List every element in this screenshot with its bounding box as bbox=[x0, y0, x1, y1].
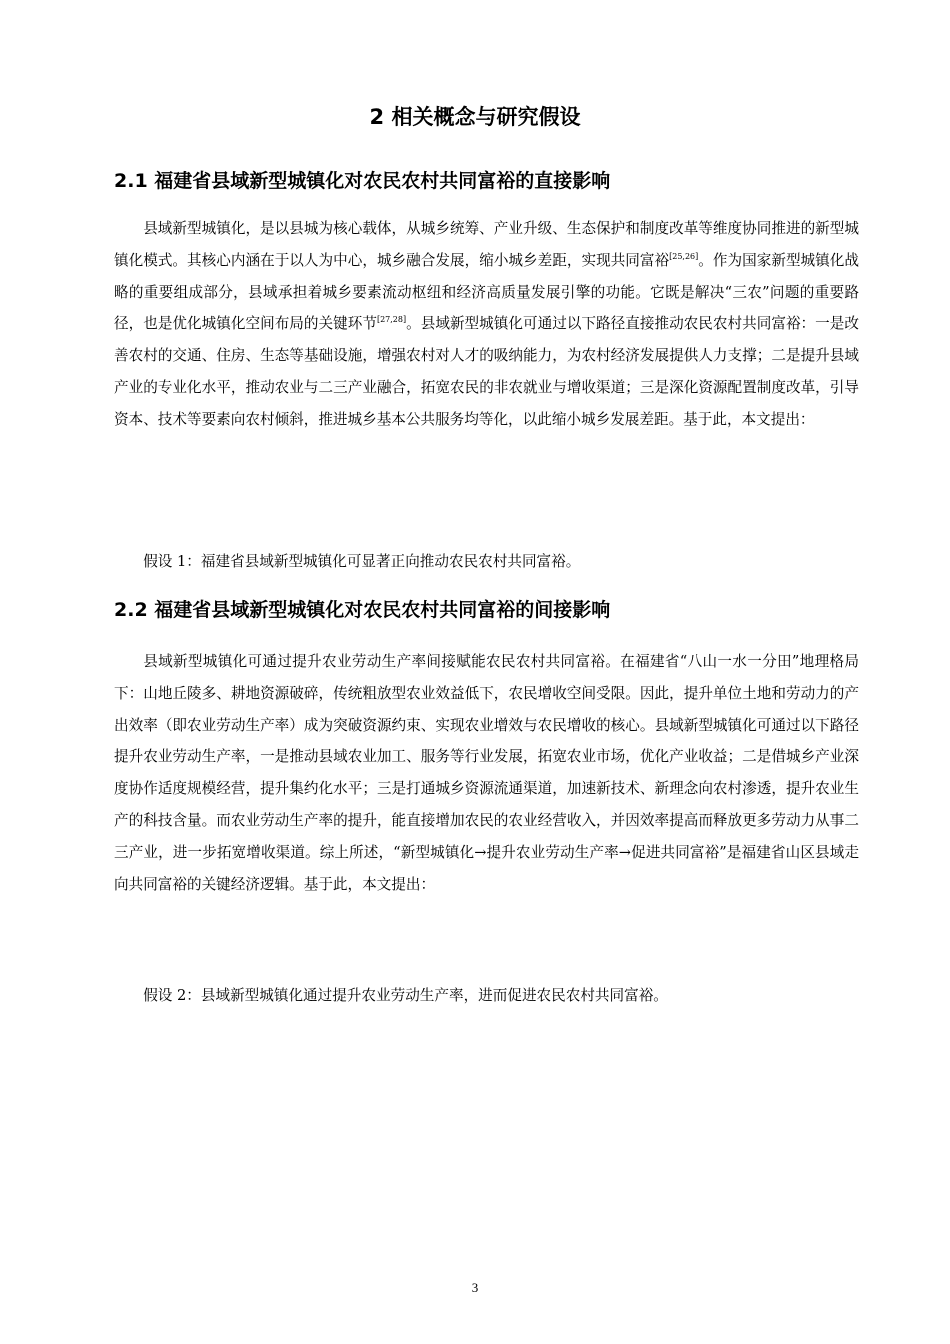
paragraph-text: 。县域新型城镇化可通过以下路径直接推动农民农村共同富裕：一是改善农村的交通、住房、生态等基础设施，增强农村对人才的吸纳能力，为农村经济发展提供人力支撑；二是提升县域产业的专业化水平，推动农业与二三产业融合，拓宽农民的非农就业与增收渠道；三是深化资源配置制度改革，引导资本、技术等要素向农村倾斜，推进城乡基本公共服务均等化，以此缩小城乡发展差距。基于此，本文提出： bbox=[114, 315, 859, 428]
section-heading-2-1: 2.1 福建省县域新型城镇化对农民农村共同富裕的直接影响 bbox=[114, 170, 611, 192]
chapter-title: 2 相关概念与研究假设 bbox=[369, 105, 581, 129]
paragraph-text: 县域新型城镇化，是以县城为核心载体，从城乡统筹、产业升级、生态保护和制度改革等维度协同推进的新型城镇化模式。其核心内涵在于以人为中心，城乡融合发展，缩小城乡差距，实现共同富裕 bbox=[114, 220, 859, 269]
hypothesis-1: 假设 1：福建省县域新型城镇化可显著正向推动农民农村共同富裕。 bbox=[143, 553, 581, 570]
page-number: 3 bbox=[471, 1280, 479, 1295]
section-heading-2-2: 2.2 福建省县域新型城镇化对农民农村共同富裕的间接影响 bbox=[114, 599, 611, 621]
section-2-2-paragraph: 县域新型城镇化可通过提升农业劳动生产率间接赋能农民农村共同富裕。在福建省“八山一水一分田”地理格局下：山地丘陵多、耕地资源破碎，传统粗放型农业效益低下，农民增收空间受限。因此，提升单位土地和劳动力的产出效率（即农业劳动生产率）成为突破资源约束、实现农业增效与农民增收的核心。县域新型城镇化可通过以下路径提升农业劳动生产率，一是推动县域农业加工、服务等行业发展，拓宽农业市场，优化产业收益；二是借城乡产业深度协作适度规模经营，提升集约化水平；三是打通城乡资源流通渠道，加速新技术、新理念向农村渗透，提升农业生产的科技含量。而农业劳动生产率的提升，能直接增加农民的农业经营收入，并因效率提高而释放更多劳动力从事二三产业，进一步拓宽增收渠道。综上所述，“新型城镇化→提升农业劳动生产率→促进共同富裕”是福建省山区县域走向共同富裕的关键经济逻辑。基于此，本文提出： bbox=[114, 653, 859, 893]
section-2-1-paragraph bbox=[114, 213, 859, 436]
citation: [25,26] bbox=[669, 251, 699, 261]
paragraph-text: 。作为国家新型城镇化战略的重要组成部分，县域承担着城乡要素流动枢纽和经济高质量发展引擎的功能。它既是解决“三农”问题的重要路径，也是优化城镇化空间布局的关键环节 bbox=[114, 251, 859, 333]
citation: [27,28] bbox=[376, 315, 407, 325]
hypothesis-2: 假设 2：县域新型城镇化通过提升农业劳动生产率，进而促进农民农村共同富裕。 bbox=[143, 987, 668, 1004]
